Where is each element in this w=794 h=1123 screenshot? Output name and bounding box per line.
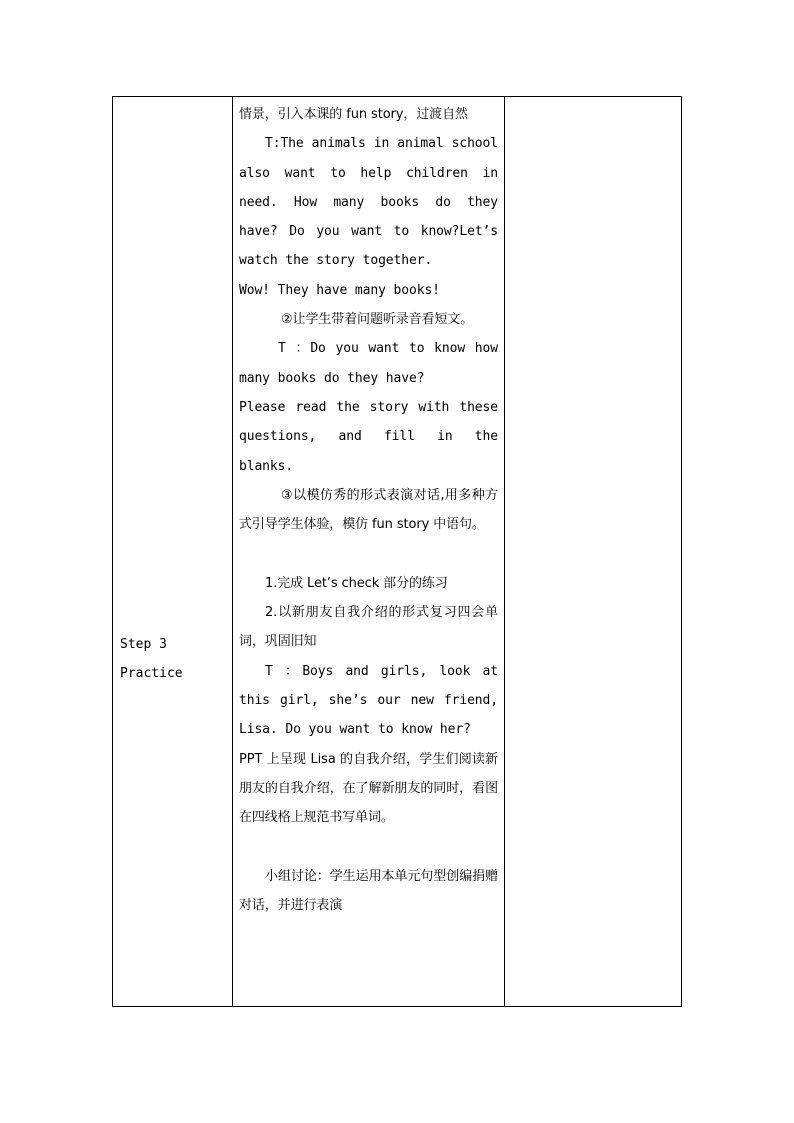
- procedure-paragraph-7: ③以模仿秀的形式表演对话,用多种方式引导学生体验，模仿 fun story 中语句。: [239, 487, 498, 533]
- procedure-paragraph-3: Wow! They have many books!: [239, 282, 440, 298]
- step-title: Practice: [120, 666, 183, 682]
- lesson-plan-table: [112, 96, 682, 1007]
- step-cell: [113, 97, 233, 1007]
- procedure-paragraph-11: PPT 上呈现 Lisa 的自我介绍，学生们阅读新朋友的自我介绍，在了解新朋友的同时，看图在四线格上规范书写单词。: [239, 751, 498, 826]
- spacer: [239, 539, 498, 568]
- procedure-paragraph-10: T ：Boys and girls, look at this girl, she’s our new friend, Lisa. Do you want to know her?: [239, 663, 498, 738]
- step-label: [120, 630, 183, 689]
- procedure-paragraph-12: 小组讨论：学生运用本单元句型创编捐赠对话，并进行表演: [239, 868, 498, 914]
- procedure-paragraph-5: T ：Do you want to know how many books do they have?: [239, 341, 498, 386]
- spacer: [239, 832, 498, 861]
- step-number: Step 3: [120, 637, 167, 652]
- procedure-cell: [233, 97, 505, 1007]
- procedure-paragraph-2: T:The animals in animal school also want to help children in need. How many books do they have? Do you want to know?Let’s watch the story together.: [239, 136, 498, 269]
- procedure-paragraph-4: ②让学生带着问题听录音看短文。: [281, 312, 474, 328]
- procedure-paragraph-1: 情景，引入本课的 fun story，过渡自然: [239, 107, 468, 122]
- notes-cell: [505, 97, 682, 1007]
- procedure-paragraph-9: 2.以新朋友自我介绍的形式复习四会单词，巩固旧知: [239, 605, 498, 650]
- table-row: [113, 97, 682, 1007]
- procedure-paragraph-6: Please read the story with these questions, and fill in the blanks.: [239, 399, 498, 474]
- procedure-paragraph-8: 1.完成 Let’s check 部分的练习: [265, 575, 448, 591]
- procedure-text: [239, 100, 498, 920]
